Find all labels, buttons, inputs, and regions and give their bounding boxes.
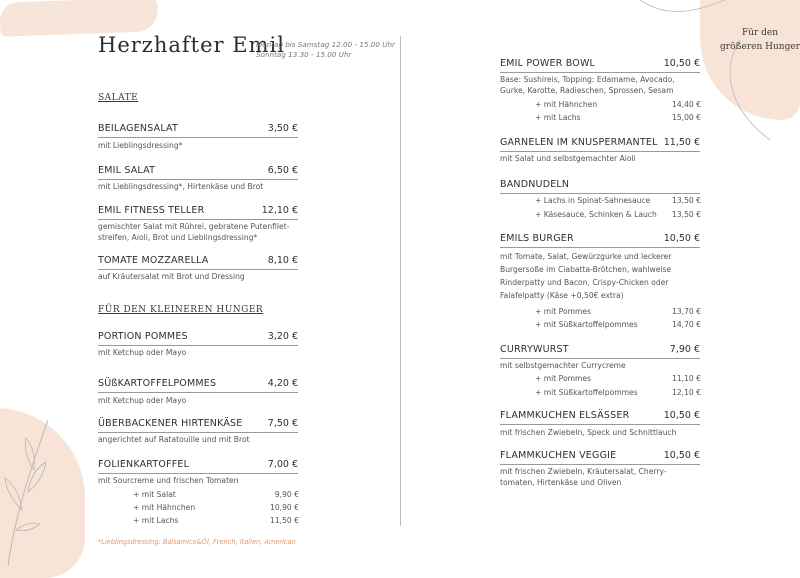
addon-label: + mit Süßkartoffelpommes xyxy=(535,388,638,397)
menu-item-price: 3,50 € xyxy=(267,123,298,134)
addon-price: 10,90 € xyxy=(270,503,299,512)
menu-item-price: 7,50 € xyxy=(267,418,298,429)
item-rule xyxy=(500,424,700,425)
addon-price: 11,10 € xyxy=(672,374,701,383)
corner-heading-line1: Für den xyxy=(741,28,779,38)
leaf-icon xyxy=(0,400,60,566)
desc-line: streifen, Aioli, Brot und Lieblingsdressing* xyxy=(98,232,258,242)
menu-item-name: EMIL FITNESS TELLER xyxy=(98,205,205,216)
addon-label: + mit Lachs xyxy=(535,113,581,122)
title-highlight xyxy=(0,0,159,37)
desc-line: mit frischen Zwiebeln, Kräutersalat, Cherry- xyxy=(500,467,667,476)
menu-item-name: GARNELEN IM KNUSPERMANTEL xyxy=(500,137,658,148)
item-rule xyxy=(98,392,298,393)
addon-price: 13,70 € xyxy=(672,307,701,316)
addon-label: + mit Hähnchen xyxy=(535,100,598,109)
menu-item-desc: mit Salat und selbstgemachter Aioli xyxy=(500,154,636,163)
desc-line: tomaten, Hirtenkäse und Oliven xyxy=(500,477,622,487)
item-rule xyxy=(98,179,298,180)
menu-item-name: BANDNUDELN xyxy=(500,179,570,190)
corner-heading xyxy=(712,26,800,54)
addon-label: + mit Salat xyxy=(133,490,176,499)
menu-item-desc: mit frischen Zwiebeln, Speck und Schnittlauch xyxy=(500,428,677,437)
menu-item-desc xyxy=(500,467,667,488)
menu-item-desc: mit Ketchup oder Mayo xyxy=(98,348,187,357)
item-rule xyxy=(500,247,700,248)
menu-item-price: 4,20 € xyxy=(267,378,298,389)
menu-item-price: 7,00 € xyxy=(267,459,298,470)
menu-item-name: SÜßKARTOFFELPOMMES xyxy=(98,378,217,389)
menu-item-price: 8,10 € xyxy=(267,255,298,266)
addon-label: + mit Pommes xyxy=(535,374,592,383)
desc-line: Falafelpatty (Käse +0,50€ extra) xyxy=(500,291,624,300)
hours-weekday: Montag bis Samstag 12.00 - 15.00 Uhr xyxy=(256,40,395,49)
column-divider xyxy=(400,36,401,526)
menu-item-name: FLAMMKUCHEN ELSÄSSER xyxy=(500,410,630,421)
item-rule xyxy=(500,464,700,465)
desc-line: Burgersoße im Ciabatta-Brötchen, wahlweise xyxy=(500,265,672,274)
addon-label: + Lachs in Spinat-Sahnesauce xyxy=(535,196,651,205)
addon-price: 12,10 € xyxy=(672,388,701,397)
footnote: *Lieblingsdressing: Balsamico&Öl, French, Italien, American xyxy=(98,538,296,546)
addon-price: 9,90 € xyxy=(274,490,299,499)
menu-item-price: 10,50 € xyxy=(663,410,700,421)
menu-item-price: 11,50 € xyxy=(663,137,700,148)
item-rule xyxy=(98,432,298,433)
desc-line: Base: Sushireis, Topping: Edamame, Avocado, xyxy=(500,75,675,84)
menu-item-desc: mit Ketchup oder Mayo xyxy=(98,396,187,405)
menu-item-price: 3,20 € xyxy=(267,331,298,342)
addon-label: + mit Pommes xyxy=(535,307,592,316)
addon-label: + mit Hähnchen xyxy=(133,503,196,512)
menu-item-desc xyxy=(500,250,671,302)
menu-item-name: EMIL SALAT xyxy=(98,165,156,176)
item-rule xyxy=(500,151,700,152)
menu-item-desc: mit Sourcreme und frischen Tomaten xyxy=(98,476,239,485)
addon-price: 14,40 € xyxy=(672,100,701,109)
menu-item-desc: mit Lieblingsdressing*, Hirtenkäse und Brot xyxy=(98,182,264,191)
menu-item-name: TOMATE MOZZARELLA xyxy=(98,255,209,266)
addon-price: 15,00 € xyxy=(672,113,701,122)
item-rule xyxy=(500,358,700,359)
addon-label: + mit Süßkartoffelpommes xyxy=(535,320,638,329)
menu-item-desc: mit selbstgemachter Currycreme xyxy=(500,361,626,370)
item-rule xyxy=(98,473,298,474)
desc-line: mit Tomate, Salat, Gewürzgurke und leckerer xyxy=(500,252,672,261)
opening-hours xyxy=(256,40,395,59)
addon-label: + mit Lachs xyxy=(133,516,179,525)
menu-item-name: FOLIENKARTOFFEL xyxy=(98,459,190,470)
menu-item-desc: angerichtet auf Ratatouille und mit Brot xyxy=(98,435,250,444)
item-rule xyxy=(98,219,298,220)
menu-item-price: 10,50 € xyxy=(663,58,700,69)
item-rule xyxy=(500,72,700,73)
menu-item-price: 10,50 € xyxy=(663,450,700,461)
page-title: Herzhafter Emil xyxy=(98,33,285,57)
menu-item-name: ÜBERBACKENER HIRTENKÄSE xyxy=(98,418,243,429)
menu-item-desc: mit Lieblingsdressing* xyxy=(98,141,183,150)
menu-item-name: PORTION POMMES xyxy=(98,331,188,342)
menu-item-price: 6,50 € xyxy=(267,165,298,176)
menu-item-name: CURRYWURST xyxy=(500,344,569,355)
menu-item-name: EMILS BURGER xyxy=(500,233,574,244)
desc-line: Rinderpatty und Bacon, Crispy-Chicken oder xyxy=(500,278,669,287)
hours-sunday: Sonntag 13.30 - 15.00 Uhr xyxy=(256,49,352,59)
addon-price: 11,50 € xyxy=(270,516,299,525)
addon-price: 14,70 € xyxy=(672,320,701,329)
menu-item-name: FLAMMKUCHEN VEGGIE xyxy=(500,450,617,461)
item-rule xyxy=(98,137,298,138)
item-rule xyxy=(500,193,700,194)
addon-price: 13,50 € xyxy=(672,196,701,205)
item-rule xyxy=(98,269,298,270)
menu-item-price: 12,10 € xyxy=(261,205,298,216)
menu-item-desc xyxy=(500,75,675,96)
desc-line: Gurke, Karotte, Radieschen, Sprossen, Sesam xyxy=(500,85,674,95)
section-heading-salate: SALATE xyxy=(98,93,139,103)
section-heading-kleiner-hunger: FÜR DEN KLEINEREN HUNGER xyxy=(98,305,264,315)
desc-line: gemischter Salat mit Rührei, gebratene Putenfilet- xyxy=(98,222,290,231)
item-rule xyxy=(98,345,298,346)
menu-item-price: 10,50 € xyxy=(663,233,700,244)
addon-label: + Käsesauce, Schinken & Lauch xyxy=(535,210,657,219)
corner-heading-line2: größeren Hunger xyxy=(720,42,800,52)
menu-item-name: EMIL POWER BOWL xyxy=(500,58,596,69)
menu-item-desc xyxy=(98,222,289,243)
menu-item-desc: auf Kräutersalat mit Brot und Dressing xyxy=(98,272,245,281)
menu-item-price: 7,90 € xyxy=(669,344,700,355)
addon-price: 13,50 € xyxy=(672,210,701,219)
menu-item-name: BEILAGENSALAT xyxy=(98,123,179,134)
